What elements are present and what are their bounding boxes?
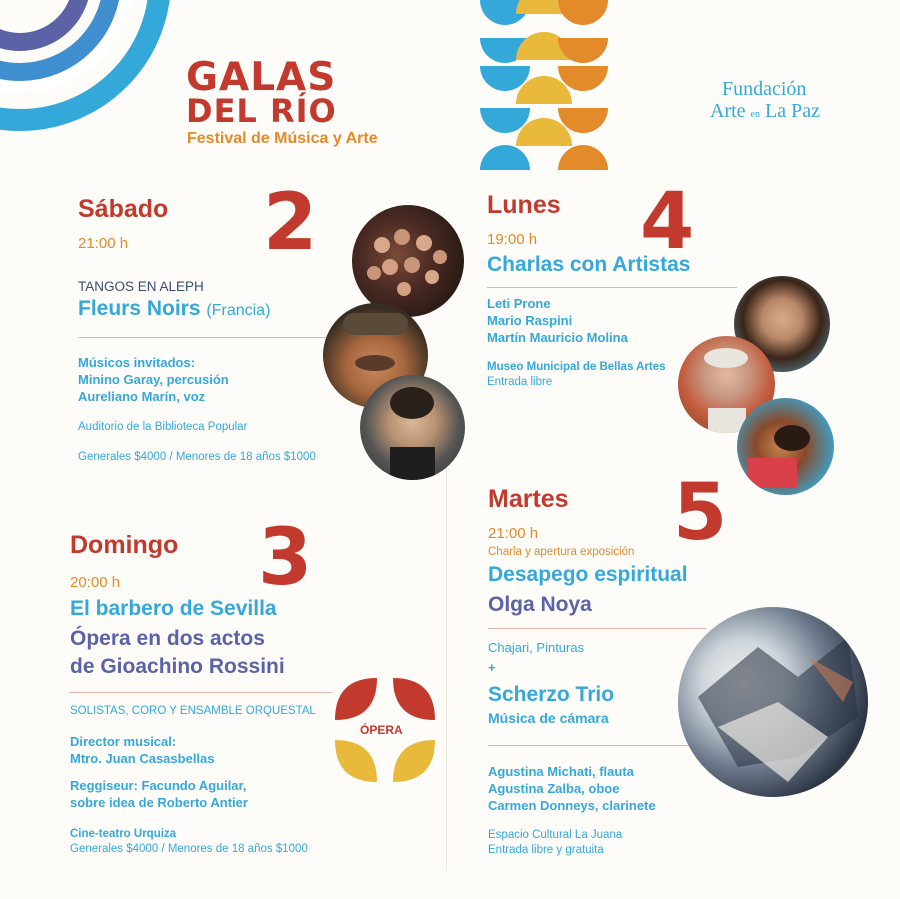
martes-title1: Desapego espiritual [488,563,688,586]
martes-title2: Olga Noya [488,593,592,616]
martes-number: 5 [673,468,726,558]
domingo-venue: Cine-teatro Urquiza [70,828,177,840]
opera-badge-label: ÓPERA [360,723,403,737]
martes-trio-sub: Música de cámara [488,710,609,726]
martes-m1: Agustina Michati, flauta [488,764,634,779]
domingo-title: El barbero de Sevilla [70,597,277,620]
domingo-divider [70,692,332,693]
lunes-artist2: Mario Raspini [487,313,573,328]
martes-m2: Agustina Zalba, oboe [488,781,620,796]
domingo-time: 20:00 h [70,574,121,591]
lunes-entry: Entrada libre [487,376,553,388]
arcs-decoration [0,0,170,170]
sponsor-en: en [750,109,760,120]
domingo-regisseur1: Reggiseur: Facundo Aguilar, [70,778,247,793]
lunes-artist3: Martín Mauricio Molina [487,330,628,345]
domingo-subtitle2: de Gioachino Rossini [70,655,285,678]
lunes-time: 19:00 h [487,231,538,248]
martes-origin: Chajari, Pinturas [488,640,585,655]
subtitle: Festival de Música y Arte [187,130,378,147]
domingo-day: Domingo [70,531,179,559]
martes-divider1 [488,628,706,629]
sponsor-line1: Fundación [722,78,807,100]
martes-venue: Espacio Cultural La Juana [488,829,623,841]
title-line1: GALAS [186,55,337,100]
title-line2: DEL RÍO [186,92,337,130]
domingo-ensemble: SOLISTAS, CORO Y ENSAMBLE ORQUESTAL [70,705,316,717]
semicircle-pattern [478,0,610,172]
sabado-prices: Generales $4000 / Menores de 18 años $1000 [78,451,316,463]
lunes-artist1: Leti Prone [487,296,551,311]
lunes-title: Charlas con Artistas [487,253,691,276]
sabado-number: 2 [263,178,316,268]
singer-photo [360,375,465,480]
sabado-artist-origin: (Francia) [206,302,271,319]
sabado-day: Sábado [78,195,169,223]
domingo-subtitle1: Ópera en dos actos [70,627,265,650]
artist-working-photo [737,398,834,495]
martes-entry: Entrada libre y gratuita [488,844,604,856]
martes-day: Martes [488,485,569,513]
sabado-divider [78,337,336,338]
sponsor-lapaz: La Paz [765,100,820,122]
sabado-time: 21:00 h [78,235,129,252]
martes-trio: Scherzo Trio [488,683,615,706]
lunes-day: Lunes [487,191,561,219]
painting-photo [678,607,868,797]
martes-divider2 [488,745,706,746]
martes-m3: Carmen Donneys, clarinete [488,798,656,813]
sabado-artist [78,297,270,321]
sabado-series: TANGOS EN ALEPH [78,279,204,294]
sabado-artist-name: Fleurs Noirs [78,297,201,320]
lunes-number: 4 [640,177,693,267]
sabado-guest2: Aureliano Marín, voz [78,389,206,404]
martes-plus: + [488,660,496,675]
sabado-guest1: Minino Garay, percusión [78,372,229,387]
lunes-divider [487,287,737,288]
sabado-venue: Auditorio de la Biblioteca Popular [78,421,248,433]
domingo-number: 3 [258,513,311,603]
group-photo [352,205,464,317]
domingo-director: Mtro. Juan Casasbellas [70,751,215,766]
sponsor-arte: Arte [710,100,746,122]
sponsor-line2 [710,100,820,123]
domingo-director-title: Director musical: [70,734,177,749]
opera-badge [332,675,438,785]
sabado-guests-title: Músicos invitados: [78,355,196,370]
martes-time: 21:00 h [488,525,539,542]
domingo-prices: Generales $4000 / Menores de 18 años $1000 [70,843,308,855]
domingo-regisseur2: sobre idea de Roberto Antier [70,795,248,810]
lunes-venue: Museo Municipal de Bellas Artes [487,361,666,373]
martes-note: Charla y apertura exposición [488,546,635,558]
column-divider [446,450,447,870]
